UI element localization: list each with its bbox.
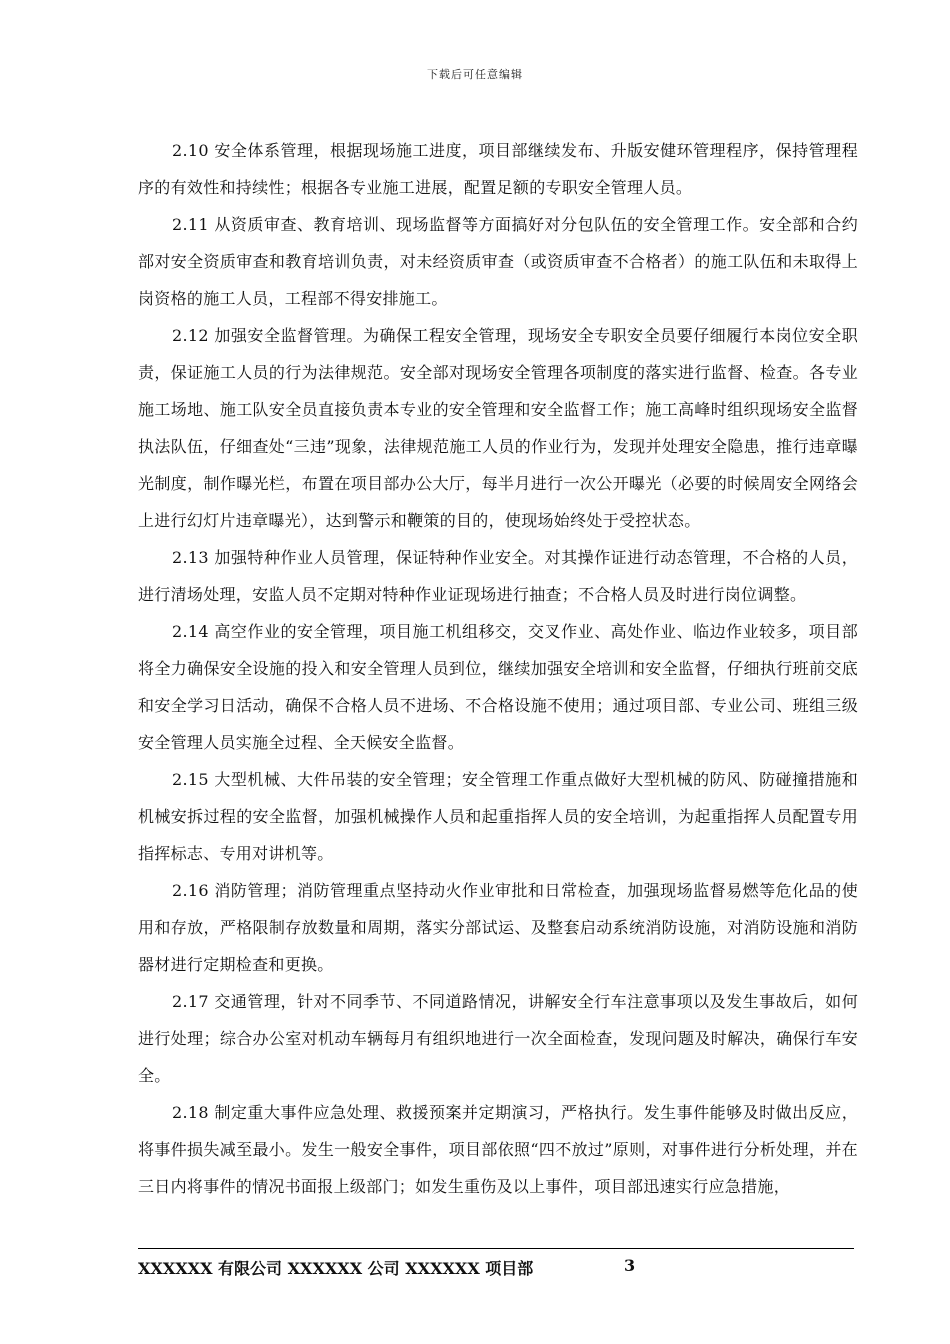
paragraph-2-16: 2.16 消防管理；消防管理重点坚持动火作业审批和日常检查，加强现场监督易燃等危化品的使用和存放，严格限制存放数量和周期，落实分部试运、及整套启动系统消防设施，对消防设施和消防器材进行定期检查和更换。 bbox=[138, 881, 858, 974]
paragraph-2-15: 2.15 大型机械、大件吊装的安全管理；安全管理工作重点做好大型机械的防风、防碰撞措施和机械安拆过程的安全监督，加强机械操作人员和起重指挥人员的安全培训，为起重指挥人员配置专用指挥标志、专用对讲机等。 bbox=[138, 770, 858, 863]
paragraph-2-11: 2.11 从资质审查、教育培训、现场监督等方面搞好对分包队伍的安全管理工作。安全部和合约部对安全资质审查和教育培训负责，对未经资质审查（或资质审查不合格者）的施工队伍和未取得上岗资格的施工人员，工程部不得安排施工。 bbox=[138, 215, 858, 308]
paragraph-2-14: 2.14 高空作业的安全管理，项目施工机组移交，交叉作业、高处作业、临边作业较多，项目部将全力确保安全设施的投入和安全管理人员到位，继续加强安全培训和安全监督，仔细执行班前交底和安全学习日活动，确保不合格人员不进场、不合格设施不使用；通过项目部、专业公司、班组三级安全管理人员实施全过程、全天候安全监督。 bbox=[138, 622, 858, 752]
footer-company: XXXXXX 有限公司 XXXXXX 公司 XXXXXX 项目部 bbox=[138, 1259, 534, 1278]
paragraph-2-10: 2.10 安全体系管理，根据现场施工进度，项目部继续发布、升版安健环管理程序，保持管理程序的有效性和持续性；根据各专业施工进展，配置足额的专职安全管理人员。 bbox=[138, 141, 858, 197]
paragraph-2-18: 2.18 制定重大事件应急处理、救援预案并定期演习，严格执行。发生事件能够及时做出反应，将事件损失减至最小。发生一般安全事件，项目部依照“四不放过”原则，对事件进行分析处理，并在三日内将事件的情况书面报上级部门；如发生重伤及以上事件，项目部迅速实行应急措施， bbox=[138, 1103, 858, 1196]
document-body bbox=[138, 132, 858, 1205]
paragraph-2-17: 2.17 交通管理，针对不同季节、不同道路情况，讲解安全行车注意事项以及发生事故后，如何进行处理；综合办公室对机动车辆每月有组织地进行一次全面检查，发现问题及时解决，确保行车安全。 bbox=[138, 992, 858, 1085]
footer-divider bbox=[138, 1248, 854, 1249]
paragraph-2-12: 2.12 加强安全监督管理。为确保工程安全管理，现场安全专职安全员要仔细履行本岗位安全职责，保证施工人员的行为法律规范。安全部对现场安全管理各项制度的落实进行监督、检查。各专业施工场地、施工队安全员直接负责本专业的安全管理和安全监督工作；施工高峰时组织现场安全监督执法队伍，仔细查处“三违”现象，法律规范施工人员的作业行为，发现并处理安全隐患，推行违章曝光制度，制作曝光栏，布置在项目部办公大厅，每半月进行一次公开曝光（必要的时候周安全网络会上进行幻灯片违章曝光），达到警示和鞭策的目的，使现场始终处于受控状态。 bbox=[138, 326, 858, 530]
header-note: 下载后可任意编辑 bbox=[427, 68, 523, 81]
paragraph-2-13: 2.13 加强特种作业人员管理，保证特种作业安全。对其操作证进行动态管理，不合格的人员，进行清场处理，安监人员不定期对特种作业证现场进行抽查；不合格人员及时进行岗位调整。 bbox=[138, 548, 858, 604]
page-number: 3 bbox=[624, 1256, 636, 1275]
